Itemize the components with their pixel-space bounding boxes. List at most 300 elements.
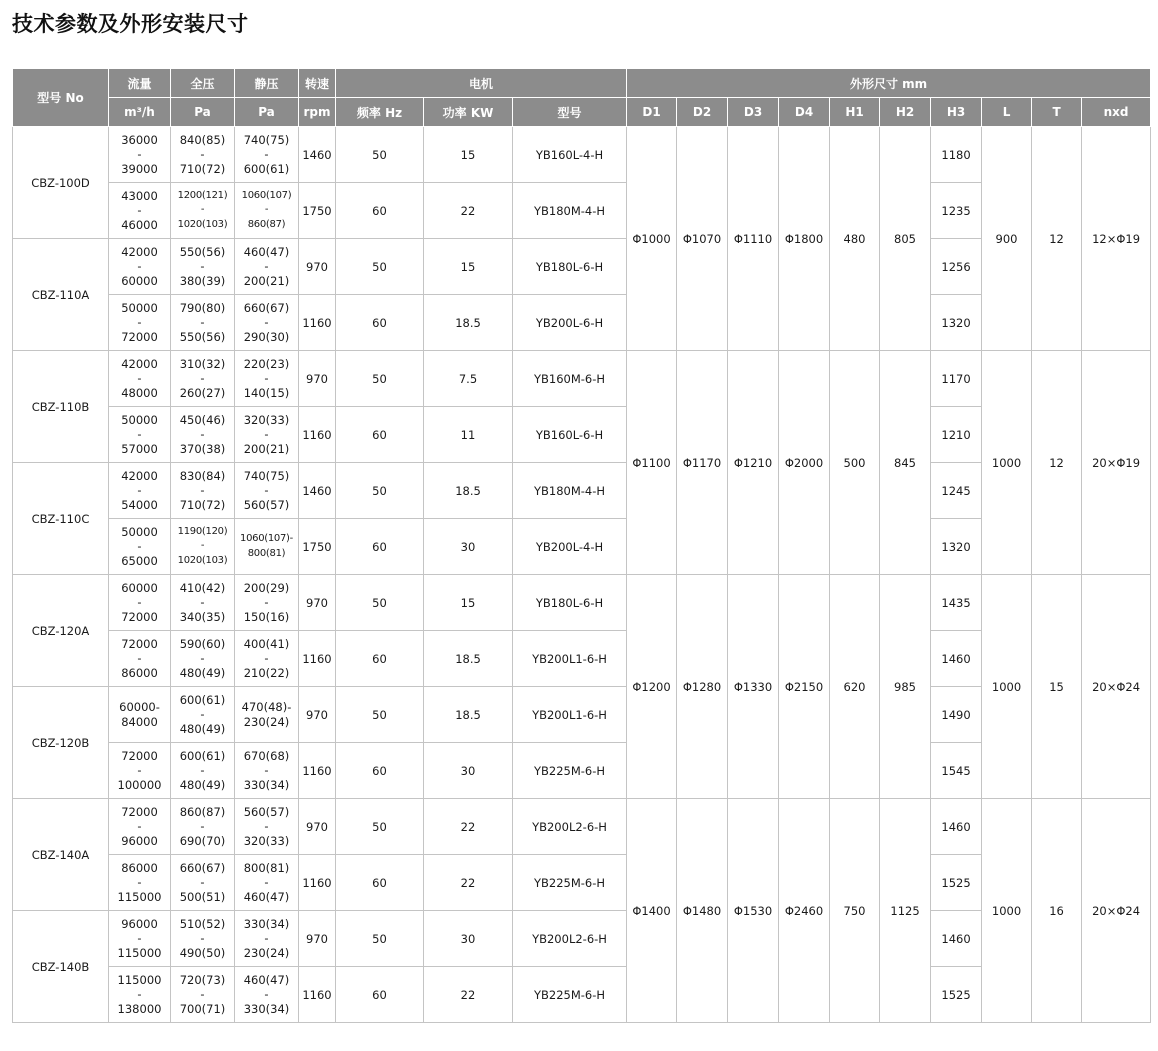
flow-cell-line: 39000 [121,161,158,176]
header-t: T [1032,98,1082,127]
dim-h3-cell: 1180 [931,127,982,183]
rpm-cell: 970 [299,575,336,631]
rpm-cell: 1160 [299,295,336,351]
static-pressure-cell-line: - [264,427,269,442]
static-pressure-cell [235,967,299,1023]
power-cell: 18.5 [424,295,513,351]
table-row [13,463,1151,519]
dim-h3-cell: 1256 [931,239,982,295]
dim-t-cell: 16 [1032,799,1082,1023]
total-pressure-cell-line: 860(87) [179,804,226,819]
total-pressure-cell [171,631,235,687]
flow-cell-line: 96000 [121,833,158,848]
flow-cell-line: - [137,315,142,330]
dim-d3-cell: Φ1530 [728,799,779,1023]
dim-t-cell: 15 [1032,575,1082,799]
header-d4: D4 [779,98,830,127]
total-pressure-cell [171,799,235,855]
dim-h3-cell: 1490 [931,687,982,743]
power-cell: 22 [424,855,513,911]
dim-d3-cell: Φ1210 [728,351,779,575]
static-pressure-cell-line: 140(15) [243,385,290,400]
static-pressure-cell-line: - [264,931,269,946]
dim-h3-cell: 1545 [931,743,982,799]
total-pressure-cell [171,687,235,743]
static-pressure-cell-line: 670(68) [243,748,290,763]
static-pressure-cell-line: 1060(107) [241,189,292,201]
flow-cell-line: 54000 [121,497,158,512]
total-pressure-cell-line: - [200,651,205,666]
flow-cell-line: - [137,931,142,946]
header-dimensions: 外形尺寸 mm [627,69,1151,98]
static-pressure-cell-line: - [264,875,269,890]
flow-cell-line: 60000 [121,580,158,595]
table-row [13,855,1151,911]
dim-d2-cell: Φ1170 [677,351,728,575]
flow-cell-line: - [137,595,142,610]
frequency-cell: 50 [336,239,424,295]
dim-t-cell: 12 [1032,127,1082,351]
dim-t-cell: 12 [1032,351,1082,575]
dim-h2-cell: 845 [880,351,931,575]
flow-cell [109,351,171,407]
frequency-cell: 60 [336,183,424,239]
total-pressure-cell-line: 590(60) [179,636,226,651]
flow-cell-line: 86000 [121,665,158,680]
header-l: L [982,98,1032,127]
static-pressure-cell-line: 600(61) [243,161,290,176]
table-row [13,631,1151,687]
motor-type-cell: YB225M-6-H [513,967,627,1023]
motor-type-cell: YB200L2-6-H [513,799,627,855]
table-row [13,295,1151,351]
table-row [13,127,1151,183]
static-pressure-cell-line: 660(67) [243,300,290,315]
rpm-cell: 1160 [299,855,336,911]
model-name: CBZ-140A [13,799,109,911]
header-d1: D1 [627,98,677,127]
frequency-cell: 50 [336,799,424,855]
flow-cell-line: 42000 [121,244,158,259]
power-cell: 15 [424,127,513,183]
total-pressure-cell [171,351,235,407]
flow-cell-line: - [137,483,142,498]
dim-nxd-cell: 20×Φ24 [1082,575,1151,799]
dim-l-cell: 1000 [982,351,1032,575]
dim-nxd-cell: 12×Φ19 [1082,127,1151,351]
dim-d1-cell: Φ1000 [627,127,677,351]
dim-d4-cell: Φ2150 [779,575,830,799]
total-pressure-cell [171,855,235,911]
frequency-cell: 60 [336,519,424,575]
flow-cell [109,743,171,799]
motor-type-cell: YB200L-4-H [513,519,627,575]
total-pressure-cell-line: 260(27) [179,385,226,400]
page-title: 技术参数及外形安装尺寸 [12,12,249,36]
flow-cell [109,463,171,519]
model-name: CBZ-110B [13,351,109,463]
flow-cell [109,911,171,967]
static-pressure-cell-line: 200(21) [243,441,290,456]
frequency-cell: 50 [336,911,424,967]
rpm-cell: 1160 [299,407,336,463]
header-d3: D3 [728,98,779,127]
flow-cell-line: - [137,539,142,554]
header-flow-unit: m³/h [109,98,171,127]
table-row [13,239,1151,295]
static-pressure-cell-line: 330(34) [243,777,290,792]
static-pressure-cell-line: - [264,987,269,1002]
frequency-cell: 60 [336,855,424,911]
flow-cell-line: 42000 [121,356,158,371]
static-pressure-cell [235,631,299,687]
motor-type-cell: YB160L-4-H [513,127,627,183]
dim-h2-cell: 985 [880,575,931,799]
flow-cell-line: 72000 [121,609,158,624]
motor-type-cell: YB180M-4-H [513,463,627,519]
header-power: 功率 KW [424,98,513,127]
dim-d3-cell: Φ1330 [728,575,779,799]
flow-cell-line: 50000 [121,524,158,539]
dim-d2-cell: Φ1480 [677,799,728,1023]
total-pressure-cell-line: 1020(103) [177,218,228,230]
flow-cell [109,631,171,687]
flow-cell-line: 60000- [119,700,160,714]
static-pressure-cell-line: - [264,595,269,610]
rpm-cell: 1160 [299,967,336,1023]
total-pressure-cell-line: 710(72) [179,497,226,512]
static-pressure-cell [235,239,299,295]
dim-h3-cell: 1170 [931,351,982,407]
static-pressure-cell [235,295,299,351]
total-pressure-cell [171,183,235,239]
header-row-2 [13,98,1151,127]
static-pressure-cell-line: 320(33) [243,412,290,427]
static-pressure-cell-line: 210(22) [243,665,290,680]
flow-cell-line: - [137,371,142,386]
frequency-cell: 60 [336,743,424,799]
motor-type-cell: YB225M-6-H [513,855,627,911]
total-pressure-cell-line: - [200,763,205,778]
motor-type-cell: YB180L-6-H [513,239,627,295]
rpm-cell: 1160 [299,631,336,687]
dim-nxd-cell: 20×Φ19 [1082,351,1151,575]
dim-d2-cell: Φ1070 [677,127,728,351]
header-row-1 [13,69,1151,98]
dim-l-cell: 1000 [982,799,1032,1023]
static-pressure-cell-line: 800(81) [247,547,286,559]
static-pressure-cell-line: 400(41) [243,636,290,651]
total-pressure-cell-line: 480(49) [179,777,226,792]
header-flow: 流量 [109,69,171,98]
dim-h3-cell: 1320 [931,519,982,575]
frequency-cell: 50 [336,127,424,183]
static-pressure-cell-line: - [264,371,269,386]
static-pressure-cell-line: 560(57) [243,497,290,512]
table-row [13,799,1151,855]
total-pressure-cell-line: - [200,595,205,610]
static-pressure-cell-line: 290(30) [243,329,290,344]
flow-cell-line: 100000 [117,777,162,792]
static-pressure-cell-line: 470(48)- [241,700,292,714]
spec-table [12,68,1151,1023]
total-pressure-cell-line: 600(61) [179,692,226,707]
flow-cell-line: 72000 [121,329,158,344]
dim-h3-cell: 1525 [931,855,982,911]
header-h2: H2 [880,98,931,127]
static-pressure-cell [235,519,299,575]
rpm-cell: 1160 [299,743,336,799]
total-pressure-cell [171,127,235,183]
total-pressure-cell-line: 510(52) [179,916,226,931]
total-pressure-cell-line: 500(51) [179,889,226,904]
motor-type-cell: YB200L2-6-H [513,911,627,967]
total-pressure-cell-line: 700(71) [179,1001,226,1016]
motor-type-cell: YB180L-6-H [513,575,627,631]
dim-h1-cell: 620 [830,575,880,799]
static-pressure-cell [235,911,299,967]
static-pressure-cell [235,127,299,183]
static-pressure-cell-line: 460(47) [243,244,290,259]
flow-cell [109,575,171,631]
dim-d2-cell: Φ1280 [677,575,728,799]
flow-cell-line: 72000 [121,636,158,651]
total-pressure-cell-line: 480(49) [179,721,226,736]
power-cell: 18.5 [424,463,513,519]
dim-d3-cell: Φ1110 [728,127,779,351]
model-name: CBZ-100D [13,127,109,239]
model-name: CBZ-120A [13,575,109,687]
total-pressure-cell-line: - [200,427,205,442]
table-row [13,519,1151,575]
flow-cell-line: 42000 [121,468,158,483]
flow-cell-line: 50000 [121,300,158,315]
table-row [13,575,1151,631]
total-pressure-cell [171,407,235,463]
static-pressure-cell [235,351,299,407]
total-pressure-cell-line: 1020(103) [177,554,228,566]
total-pressure-cell-line: 660(67) [179,860,226,875]
dim-h3-cell: 1525 [931,967,982,1023]
flow-cell-line: - [137,259,142,274]
dim-h3-cell: 1210 [931,407,982,463]
total-pressure-cell-line: 690(70) [179,833,226,848]
power-cell: 15 [424,575,513,631]
power-cell: 30 [424,519,513,575]
model-name: CBZ-110C [13,463,109,575]
dim-d4-cell: Φ1800 [779,127,830,351]
total-pressure-cell-line: - [200,204,205,216]
header-static-pressure-unit: Pa [235,98,299,127]
static-pressure-cell-line: 460(47) [243,889,290,904]
frequency-cell: 50 [336,687,424,743]
flow-cell-line: - [137,819,142,834]
dim-d4-cell: Φ2460 [779,799,830,1023]
static-pressure-cell-line: - [264,259,269,274]
frequency-cell: 60 [336,631,424,687]
total-pressure-cell-line: 1200(121) [177,189,228,201]
power-cell: 22 [424,183,513,239]
flow-cell-line: - [137,763,142,778]
header-speed: 转速 [299,69,336,98]
total-pressure-cell-line: 550(56) [179,329,226,344]
total-pressure-cell [171,967,235,1023]
motor-type-cell: YB180M-4-H [513,183,627,239]
model-name: CBZ-140B [13,911,109,1023]
total-pressure-cell-line: - [200,987,205,1002]
header-h1: H1 [830,98,880,127]
power-cell: 30 [424,911,513,967]
dim-h3-cell: 1235 [931,183,982,239]
flow-cell-line: 84000 [121,714,158,729]
table-body [13,127,1151,1023]
flow-cell [109,183,171,239]
static-pressure-cell [235,183,299,239]
flow-cell [109,407,171,463]
flow-cell-line: 43000 [121,188,158,203]
flow-cell-line: 115000 [117,972,162,987]
static-pressure-cell-line: 200(29) [243,580,290,595]
frequency-cell: 60 [336,967,424,1023]
total-pressure-cell-line: - [200,147,205,162]
motor-type-cell: YB160L-6-H [513,407,627,463]
flow-cell-line: - [137,203,142,218]
dim-h3-cell: 1460 [931,911,982,967]
flow-cell [109,295,171,351]
total-pressure-cell [171,239,235,295]
static-pressure-cell-line: 230(24) [243,714,290,729]
flow-cell [109,687,171,743]
static-pressure-cell-line: 740(75) [243,468,290,483]
power-cell: 18.5 [424,687,513,743]
flow-cell-line: 36000 [121,132,158,147]
model-name: CBZ-120B [13,687,109,799]
dim-d1-cell: Φ1400 [627,799,677,1023]
motor-type-cell: YB200L-6-H [513,295,627,351]
header-h3: H3 [931,98,982,127]
flow-cell-line: 60000 [121,273,158,288]
total-pressure-cell-line: 370(38) [179,441,226,456]
flow-cell-line: 48000 [121,385,158,400]
motor-type-cell: YB200L1-6-H [513,631,627,687]
total-pressure-cell-line: - [200,483,205,498]
dim-h3-cell: 1320 [931,295,982,351]
header-motor: 电机 [336,69,627,98]
total-pressure-cell-line: 1190(120) [177,525,228,537]
dim-l-cell: 900 [982,127,1032,351]
flow-cell-line: 50000 [121,412,158,427]
flow-cell-line: - [137,987,142,1002]
total-pressure-cell-line: 490(50) [179,945,226,960]
header-total-pressure-unit: Pa [171,98,235,127]
dim-d1-cell: Φ1200 [627,575,677,799]
header-nxd: nxd [1082,98,1151,127]
total-pressure-cell-line: - [200,540,205,552]
total-pressure-cell-line: 830(84) [179,468,226,483]
flow-cell-line: - [137,875,142,890]
static-pressure-cell [235,743,299,799]
power-cell: 11 [424,407,513,463]
total-pressure-cell-line: - [200,875,205,890]
dim-h3-cell: 1435 [931,575,982,631]
dim-d4-cell: Φ2000 [779,351,830,575]
power-cell: 18.5 [424,631,513,687]
table-row [13,967,1151,1023]
table-header [13,69,1151,127]
flow-cell [109,239,171,295]
flow-cell [109,967,171,1023]
header-d2: D2 [677,98,728,127]
static-pressure-cell [235,799,299,855]
flow-cell-line: - [137,427,142,442]
static-pressure-cell [235,855,299,911]
flow-cell-line: 72000 [121,748,158,763]
power-cell: 22 [424,799,513,855]
table-row [13,687,1151,743]
power-cell: 30 [424,743,513,799]
flow-cell-line: 115000 [117,945,162,960]
rpm-cell: 970 [299,351,336,407]
dim-h2-cell: 805 [880,127,931,351]
total-pressure-cell-line: - [200,819,205,834]
dim-nxd-cell: 20×Φ24 [1082,799,1151,1023]
static-pressure-cell [235,687,299,743]
flow-cell-line: - [137,147,142,162]
flow-cell-line: 72000 [121,804,158,819]
flow-cell-line: 96000 [121,916,158,931]
rpm-cell: 970 [299,911,336,967]
total-pressure-cell [171,911,235,967]
rpm-cell: 970 [299,799,336,855]
total-pressure-cell-line: - [200,371,205,386]
static-pressure-cell-line: - [264,763,269,778]
header-motor-type: 型号 [513,98,627,127]
static-pressure-cell-line: 800(81) [243,860,290,875]
dim-h1-cell: 750 [830,799,880,1023]
dim-l-cell: 1000 [982,575,1032,799]
header-total-pressure: 全压 [171,69,235,98]
static-pressure-cell-line: 1060(107)- [240,533,293,544]
table-row [13,407,1151,463]
total-pressure-cell [171,295,235,351]
static-pressure-cell-line: 860(87) [247,218,286,230]
flow-cell-line: 115000 [117,889,162,904]
motor-type-cell: YB225M-6-H [513,743,627,799]
model-name: CBZ-110A [13,239,109,351]
total-pressure-cell-line: 710(72) [179,161,226,176]
table-row [13,183,1151,239]
static-pressure-cell [235,407,299,463]
motor-type-cell: YB160M-6-H [513,351,627,407]
static-pressure-cell [235,575,299,631]
total-pressure-cell-line: 720(73) [179,972,226,987]
header-speed-unit: rpm [299,98,336,127]
header-frequency: 频率 Hz [336,98,424,127]
static-pressure-cell-line: - [264,315,269,330]
total-pressure-cell-line: 840(85) [179,132,226,147]
flow-cell-line: 86000 [121,860,158,875]
power-cell: 7.5 [424,351,513,407]
flow-cell-line: 57000 [121,441,158,456]
rpm-cell: 970 [299,239,336,295]
flow-cell-line: 65000 [121,553,158,568]
total-pressure-cell-line: - [200,931,205,946]
header-model: 型号 No [13,69,109,127]
dim-h2-cell: 1125 [880,799,931,1023]
frequency-cell: 50 [336,575,424,631]
rpm-cell: 970 [299,687,336,743]
total-pressure-cell-line: 600(61) [179,748,226,763]
